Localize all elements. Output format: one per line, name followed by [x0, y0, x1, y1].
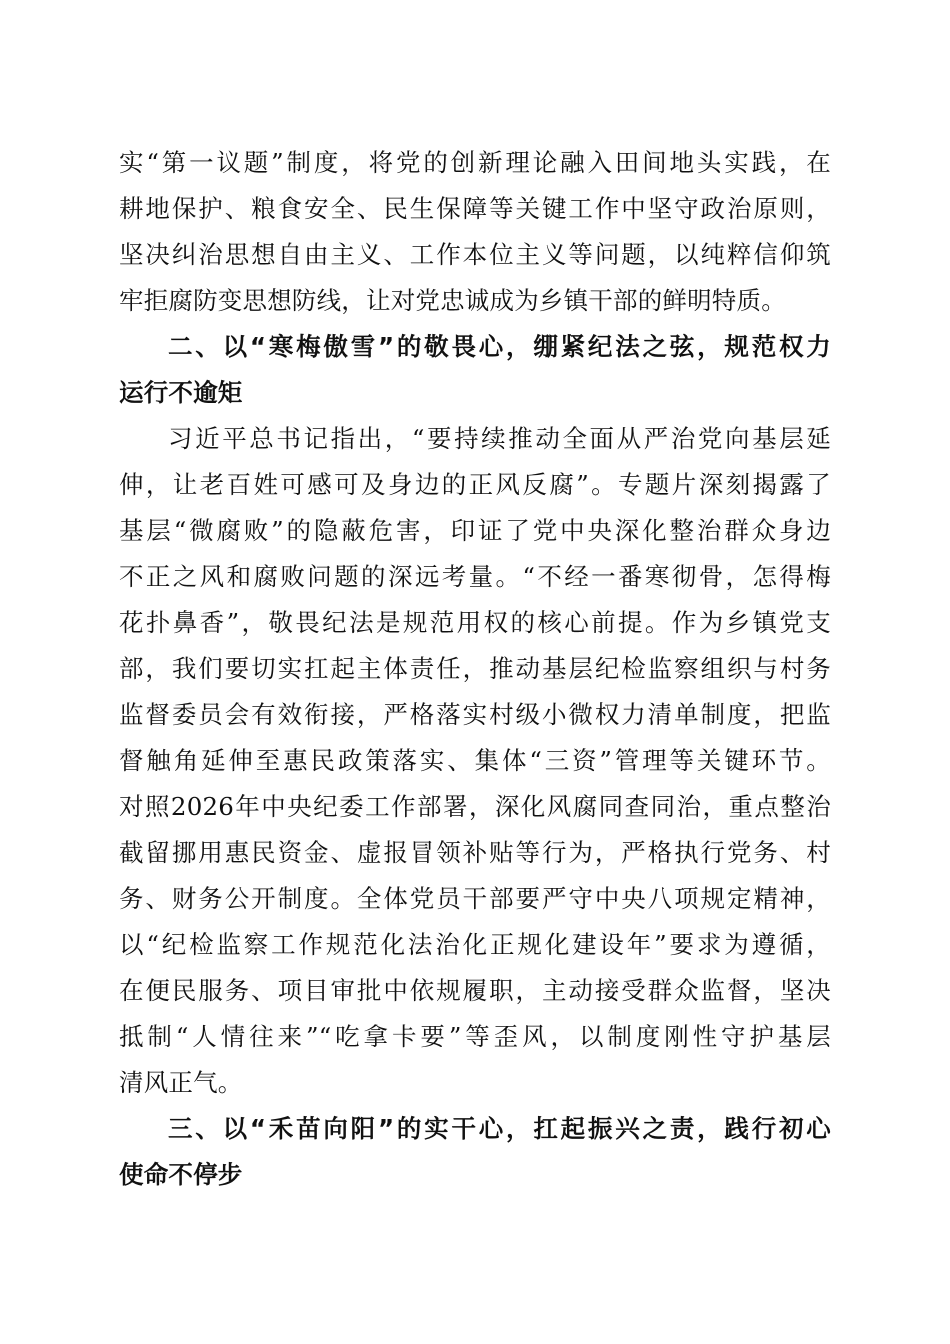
- section-two-line-6: 部，我们要切实扛起主体责任，推动基层纪检监察组织与村务: [119, 654, 831, 683]
- section-two-line-11: 务、财务公开制度。全体党员干部要严守中央八项规定精神，: [119, 884, 831, 913]
- section-two-line-14: 抵制“人情往来”“吃拿卡要”等歪风，以制度刚性守护基层: [119, 1022, 831, 1051]
- section-two-heading-line-1: 二、以“寒梅傲雪”的敬畏心，绷紧纪法之弦，规范权力: [168, 332, 831, 361]
- section-two-line-9: 对照2026年中央纪委工作部署，深化风腐同查同治，重点整治: [119, 792, 831, 821]
- section-two-line-13: 在便民服务、项目审批中依规履职，主动接受群众监督，坚决: [119, 976, 831, 1005]
- section-two-line-3: 基层“微腐败”的隐蔽危害，印证了党中央深化整治群众身边: [119, 516, 831, 545]
- section-two-heading-line-2: 运行不逾矩: [119, 378, 243, 407]
- intro-line-2: 耕地保护、粮食安全、民生保障等关键工作中坚守政治原则，: [119, 194, 831, 223]
- section-three-heading-line-1: 三、以“禾苗向阳”的实干心，扛起振兴之责，践行初心: [168, 1114, 831, 1143]
- section-two-line-15: 清风正气。: [119, 1068, 243, 1097]
- section-two-line-12: 以“纪检监察工作规范化法治化正规化建设年”要求为遵循，: [119, 930, 831, 959]
- intro-line-4: 牢拒腐防变思想防线，让对党忠诚成为乡镇干部的鲜明特质。: [119, 286, 786, 315]
- section-two-line-5: 花扑鼻香”，敬畏纪法是规范用权的核心前提。作为乡镇党支: [119, 608, 831, 637]
- section-two-line-1: 习近平总书记指出，“要持续推动全面从严治党向基层延: [168, 424, 831, 453]
- intro-line-1: 实“第一议题”制度，将党的创新理论融入田间地头实践，在: [119, 148, 831, 177]
- section-two-line-8: 督触角延伸至惠民政策落实、集体“三资”管理等关键环节。: [119, 746, 831, 775]
- section-two-line-7: 监督委员会有效衔接，严格落实村级小微权力清单制度，把监: [119, 700, 831, 729]
- section-two-line-10: 截留挪用惠民资金、虚报冒领补贴等行为，严格执行党务、村: [119, 838, 831, 867]
- section-two-line-2: 伸，让老百姓可感可及身边的正风反腐”。专题片深刻揭露了: [119, 470, 831, 499]
- section-three-heading-line-2: 使命不停步: [119, 1160, 243, 1189]
- intro-line-3: 坚决纠治思想自由主义、工作本位主义等问题，以纯粹信仰筑: [119, 240, 831, 269]
- section-two-line-4: 不正之风和腐败问题的深远考量。“不经一番寒彻骨，怎得梅: [119, 562, 831, 591]
